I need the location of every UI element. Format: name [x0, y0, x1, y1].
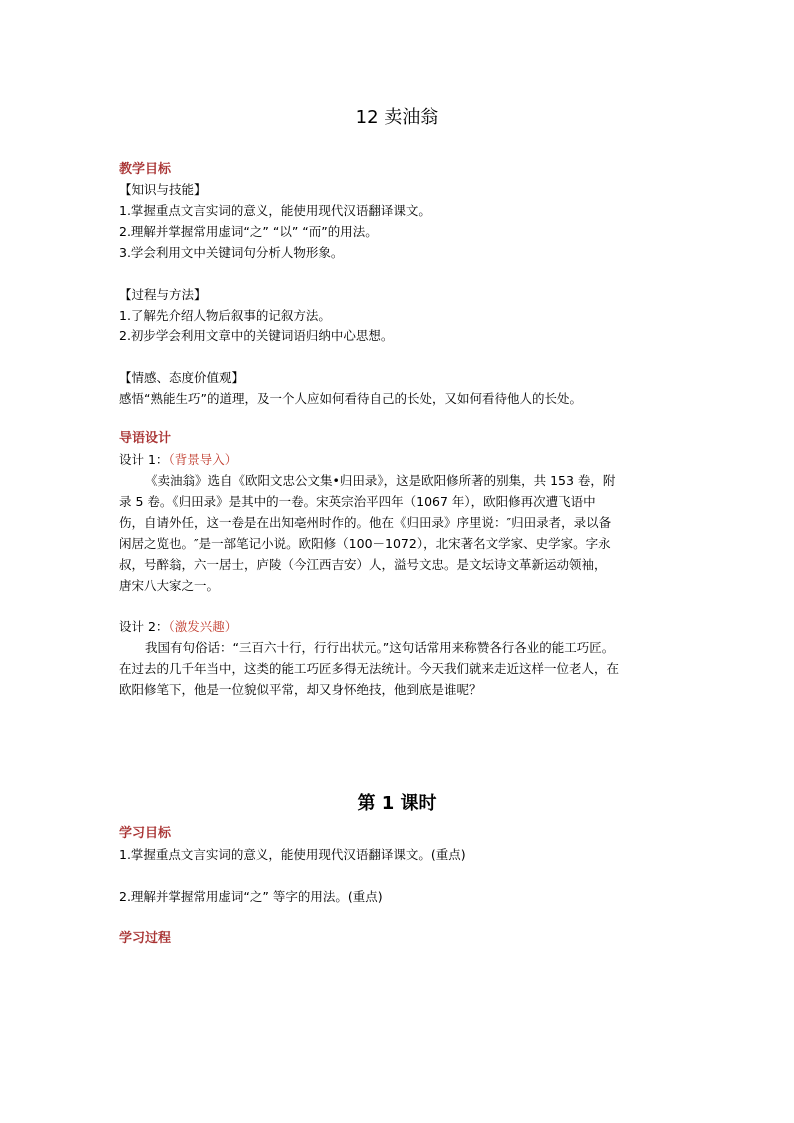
design2-paragraph-line: 在过去的几千年当中，这类的能工巧匠多得无法统计。今天我们就来走近这样一位老人，在 [119, 661, 620, 676]
design1-tag: （背景导入） [168, 452, 238, 467]
design1-label-line [119, 450, 237, 470]
design1-paragraph-line: 叔，号醉翁，六一居士，庐陵（今江西吉安）人，溢号文忠。是文坛诗文革新运动领袖， [119, 557, 607, 572]
lesson-title: 第 1 课时 [357, 793, 437, 814]
learning-goal-item: 2.理解并掌握常用虚词“之” 等字的用法。(重点) [119, 889, 383, 904]
learning-goal-item: 1.掌握重点文言实词的意义，能使用现代汉语翻译课文。(重点) [119, 847, 466, 862]
design2-label-line [119, 617, 237, 637]
process-item: 2.初步学会利用文章中的关键词语归纳中心思想。 [119, 328, 394, 343]
emotion-label: 【情感、态度价值观】 [119, 370, 245, 385]
design1-label: 设计 1： [119, 452, 169, 467]
design1-paragraph-line: 录 5 卷。《归田录》是其中的一卷。宋英宗治平四年（1067 年），欧阳修再次遭飞语中 [119, 494, 596, 509]
design2-tag: （激发兴趣） [168, 619, 238, 634]
process-label: 【过程与方法】 [119, 287, 207, 302]
page-title: 12 卖油翁 [355, 107, 439, 128]
teaching-goals-heading: 教学目标 [119, 162, 172, 177]
design1-paragraph-line: 伤，自请外任，这一卷是在出知亳州时作的。他在《归田录》序里说：″归田录者，录以备 [119, 515, 612, 530]
knowledge-label: 【知识与技能】 [119, 182, 207, 197]
intro-design-heading: 导语设计 [119, 431, 172, 446]
learning-process-heading: 学习过程 [119, 931, 172, 946]
process-item: 1.了解先介绍人物后叙事的记叙方法。 [119, 308, 331, 323]
knowledge-item: 3.学会利用文中关键词句分析人物形象。 [119, 245, 344, 260]
design2-label: 设计 2： [119, 619, 169, 634]
design2-paragraph-line: 欧阳修笔下，他是一位貌似平常，却又身怀绝技，他到底是谁呢？ [119, 682, 482, 697]
learning-goals-heading: 学习目标 [119, 826, 172, 841]
emotion-text: 感悟“熟能生巧”的道理，及一个人应如何看待自己的长处，又如何看待他人的长处。 [119, 391, 582, 406]
knowledge-item: 2.理解并掌握常用虚词“之” “以” “而”的用法。 [119, 224, 378, 239]
knowledge-item: 1.掌握重点文言实词的意义，能使用现代汉语翻译课文。 [119, 203, 431, 218]
design2-paragraph-line: 我国有句俗话：“三百六十行，行行出状元。”这句话常用来称赞各行各业的能工巧匠。 [145, 640, 615, 655]
design1-paragraph-line: 《卖油翁》选自《欧阳文忠公文集•归田录》，这是欧阳修所著的别集，共 153 卷，附 [145, 473, 616, 488]
design1-paragraph-line: 闲居之览也。″是一部笔记小说。欧阳修（100－1072），北宋著名文学家、史学家。字永 [119, 536, 611, 551]
design1-paragraph-line: 唐宋八大家之一。 [119, 578, 220, 593]
